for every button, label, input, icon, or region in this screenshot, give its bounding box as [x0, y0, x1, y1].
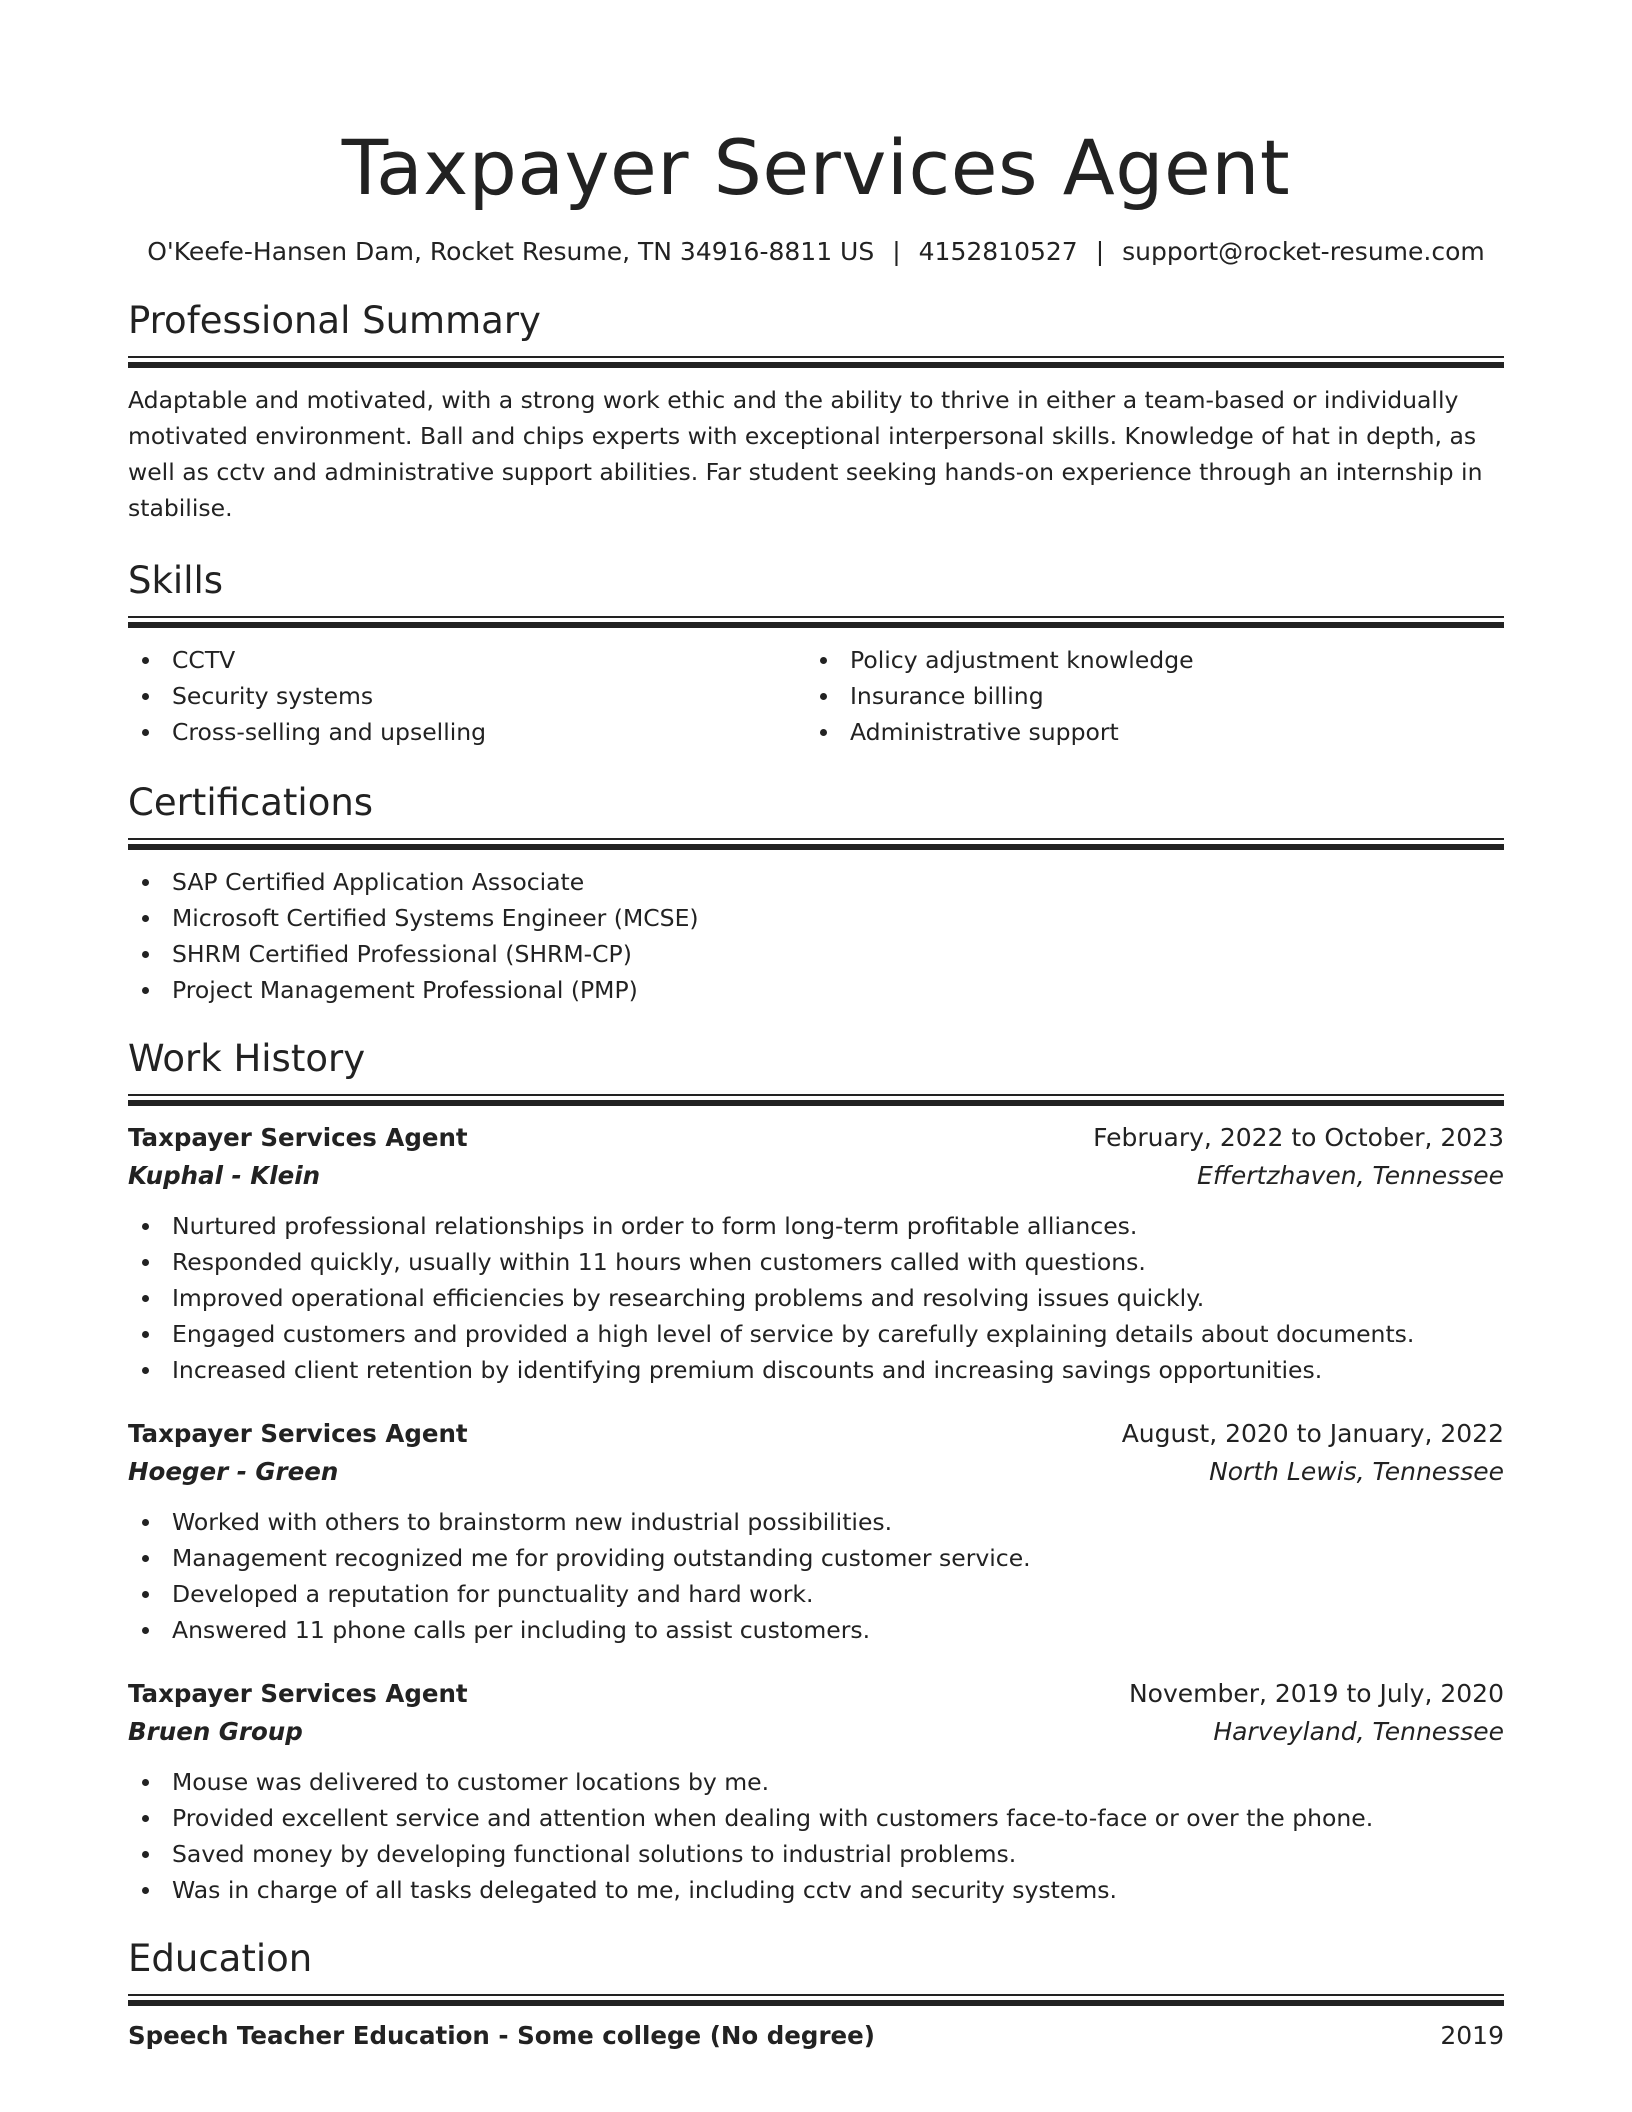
skills-list-left	[128, 642, 806, 750]
job-duties-list	[128, 1764, 1504, 1908]
section-heading-education: Education	[128, 1937, 313, 1980]
job-subheader-row	[128, 1714, 1504, 1750]
job-duty-item: Was in charge of all tasks delegated to me, including cctv and security systems.	[128, 1872, 1504, 1908]
certifications-section	[128, 780, 1504, 1008]
job-title: Taxpayer Services Agent	[128, 1419, 468, 1448]
certification-item: Project Management Professional (PMP)	[128, 972, 1504, 1008]
job-duty-item: Nurtured professional relationships in order to form long-term profitable alliances.	[128, 1208, 1504, 1244]
skill-item: Insurance billing	[806, 678, 1484, 714]
job-title: Taxpayer Services Agent	[128, 1679, 468, 1708]
job-subheader-row	[128, 1158, 1504, 1194]
job-duty-item: Responded quickly, usually within 11 hours when customers called with questions.	[128, 1244, 1504, 1280]
job-duties-list	[128, 1504, 1504, 1648]
job-header-row	[128, 1674, 1504, 1714]
job-subheader-row	[128, 1454, 1504, 1490]
job-duty-item: Answered 11 phone calls per including to assist customers.	[128, 1612, 1504, 1648]
job-duty-item: Engaged customers and provided a high level of service by carefully explaining details about documents.	[128, 1316, 1504, 1352]
skill-item: CCTV	[128, 642, 806, 678]
section-divider	[128, 1994, 1504, 2006]
contact-line	[128, 236, 1504, 268]
job-dates: February, 2022 to October, 2023	[1093, 1123, 1504, 1152]
section-heading-skills: Skills	[128, 559, 224, 602]
job-entry	[128, 1674, 1504, 1908]
section-divider	[128, 838, 1504, 850]
certification-item: SAP Certified Application Associate	[128, 864, 1504, 900]
contact-phone: 4152810527	[918, 237, 1078, 266]
section-divider	[128, 616, 1504, 628]
skills-grid	[128, 642, 1504, 750]
job-header-row	[128, 1118, 1504, 1158]
skills-list-right	[806, 642, 1484, 750]
summary-text: Adaptable and motivated, with a strong work ethic and the ability to thrive in either a team-based or individually motivated environment. Ball and chips experts with exceptional interpersonal skills. Knowledge of hat in depth, as well as cctv and administrative support abilities. Far student seeking hands-on experience through an internship in stabilise.	[128, 386, 1483, 522]
job-duty-item: Increased client retention by identifying premium discounts and increasing savings opportunities.	[128, 1352, 1504, 1388]
job-entry	[128, 1414, 1504, 1648]
job-duty-item: Improved operational efficiencies by researching problems and resolving issues quickly.	[128, 1280, 1504, 1316]
education-year: 2019	[1440, 2021, 1504, 2050]
job-company: Bruen Group	[128, 1717, 303, 1746]
section-divider	[128, 1094, 1504, 1106]
contact-separator: |	[892, 237, 901, 266]
job-location: Harveyland, Tennessee	[1213, 1717, 1504, 1746]
job-duty-item: Worked with others to brainstorm new industrial possibilities.	[128, 1504, 1504, 1540]
summary-section	[128, 298, 1504, 526]
section-heading-summary: Professional Summary	[128, 299, 541, 342]
job-title: Taxpayer Services Agent	[128, 1123, 468, 1152]
work-history-section	[128, 1036, 1504, 1908]
job-company: Hoeger - Green	[128, 1457, 339, 1486]
job-location: North Lewis, Tennessee	[1209, 1457, 1504, 1486]
skills-section	[128, 558, 1504, 750]
skill-item: Policy adjustment knowledge	[806, 642, 1484, 678]
contact-address: O'Keefe-Hansen Dam, Rocket Resume, TN 34916-8811 US	[147, 237, 875, 266]
job-duties-list	[128, 1208, 1504, 1388]
job-duty-item: Mouse was delivered to customer locations by me.	[128, 1764, 1504, 1800]
job-company: Kuphal - Klein	[128, 1161, 321, 1190]
skill-item: Administrative support	[806, 714, 1484, 750]
job-duty-item: Developed a reputation for punctuality and hard work.	[128, 1576, 1504, 1612]
education-degree: Speech Teacher Education - Some college (No degree)	[128, 2021, 875, 2050]
certification-item: Microsoft Certified Systems Engineer (MCSE)	[128, 900, 1504, 936]
job-dates: August, 2020 to January, 2022	[1121, 1419, 1504, 1448]
certification-item: SHRM Certified Professional (SHRM-CP)	[128, 936, 1504, 972]
contact-separator: |	[1095, 237, 1105, 266]
job-location: Effertzhaven, Tennessee	[1197, 1161, 1504, 1190]
section-heading-work-history: Work History	[128, 1037, 366, 1080]
job-duty-item: Management recognized me for providing outstanding customer service.	[128, 1540, 1504, 1576]
resume-page	[128, 0, 1504, 2112]
section-heading-certifications: Certifications	[128, 781, 374, 824]
job-duty-item: Provided excellent service and attention when dealing with customers face-to-face or over the phone.	[128, 1800, 1504, 1836]
contact-email: support@rocket-resume.com	[1122, 237, 1485, 266]
education-section	[128, 1936, 1504, 2056]
section-divider	[128, 356, 1504, 368]
certifications-list	[128, 864, 1504, 1008]
education-row	[128, 2016, 1504, 2056]
skill-item: Security systems	[128, 678, 806, 714]
job-dates: November, 2019 to July, 2020	[1128, 1679, 1504, 1708]
page-title: Taxpayer Services Agent	[341, 123, 1291, 212]
job-header-row	[128, 1414, 1504, 1454]
job-entry	[128, 1118, 1504, 1388]
job-duty-item: Saved money by developing functional solutions to industrial problems.	[128, 1836, 1504, 1872]
skill-item: Cross-selling and upselling	[128, 714, 806, 750]
